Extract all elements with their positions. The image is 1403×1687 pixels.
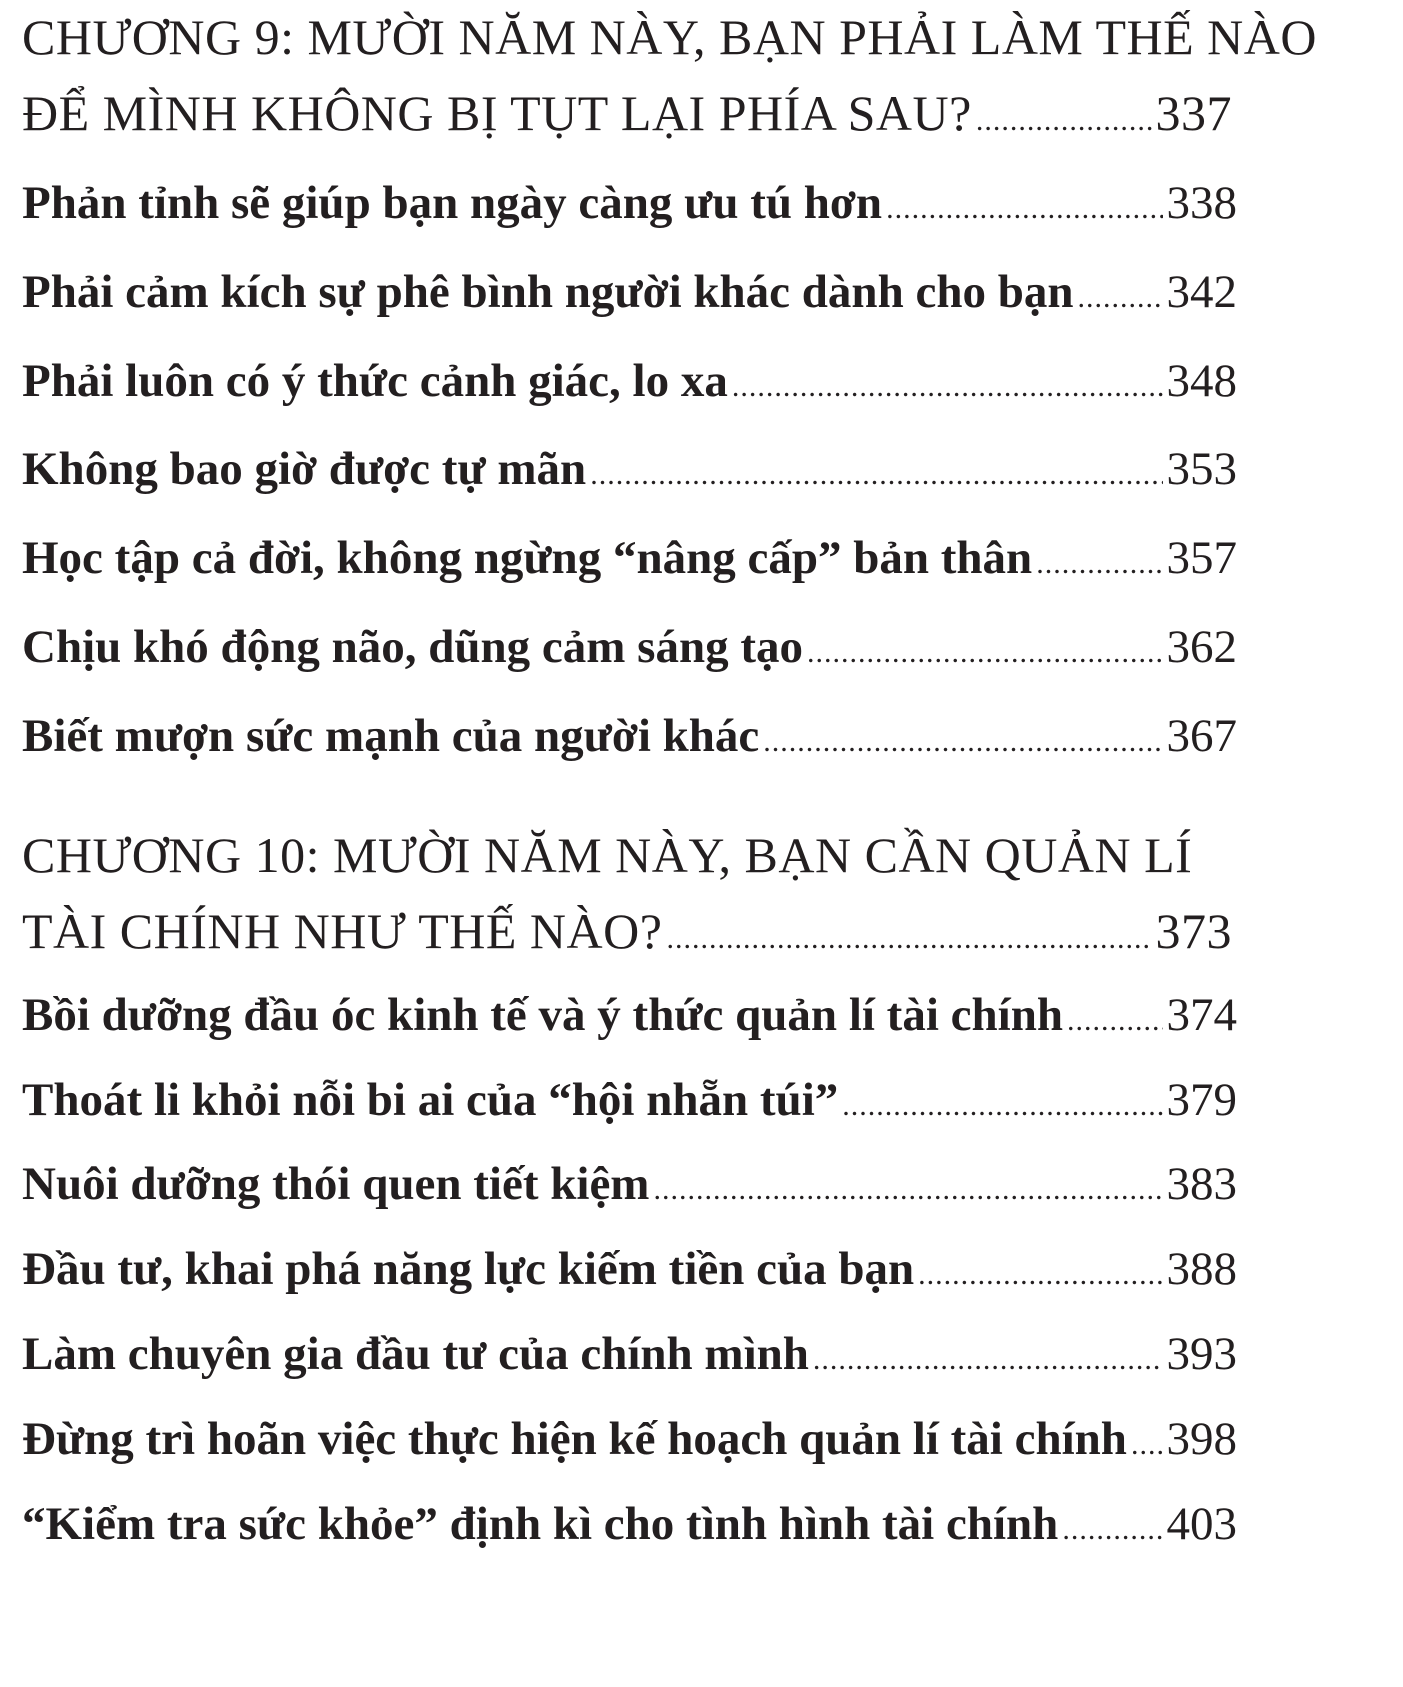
toc-entry[interactable] (22, 176, 1237, 230)
dot-leader (813, 1343, 1163, 1377)
toc-entry[interactable] (22, 1412, 1237, 1466)
chapter-10-title-line-2[interactable] (22, 902, 1232, 960)
toc-entry[interactable] (22, 1157, 1237, 1211)
toc-entry[interactable] (22, 1497, 1237, 1551)
entry-title: Nuôi dưỡng thói quen tiết kiệm (22, 1158, 650, 1210)
chapter-title-text: TÀI CHÍNH NHƯ THẾ NÀO? (22, 903, 663, 959)
dot-leader (976, 104, 1152, 138)
page-number: 338 (1166, 177, 1237, 229)
page-number: 379 (1166, 1074, 1237, 1126)
toc-entry[interactable] (22, 265, 1237, 319)
entry-title: Không bao giờ được tự mãn (22, 443, 587, 495)
dot-leader (653, 1173, 1162, 1207)
toc-entry[interactable] (22, 620, 1237, 674)
dot-leader (1131, 1428, 1163, 1462)
chapter-9-title-line-1 (22, 8, 1317, 66)
toc-entry[interactable] (22, 442, 1237, 496)
entry-title: Đầu tư, khai phá năng lực kiếm tiền của bạn (22, 1243, 915, 1295)
page-number: 373 (1155, 903, 1232, 959)
dot-leader (1067, 1004, 1163, 1038)
dot-leader (1036, 547, 1162, 581)
entry-title: Làm chuyên gia đầu tư của chính mình (22, 1328, 809, 1380)
page-number: 342 (1166, 266, 1237, 318)
entry-title: Phản tỉnh sẽ giúp bạn ngày càng ưu tú hơn (22, 177, 883, 229)
page-number: 353 (1166, 443, 1237, 495)
page-number: 398 (1166, 1413, 1237, 1465)
toc-entry[interactable] (22, 988, 1237, 1042)
page-number: 383 (1166, 1158, 1237, 1210)
dot-leader (763, 725, 1162, 759)
dot-leader (918, 1258, 1162, 1292)
page-number: 357 (1166, 532, 1237, 584)
toc-entry[interactable] (22, 1242, 1237, 1296)
entry-title: Bồi dưỡng đầu óc kinh tế và ý thức quản lí tài chính (22, 989, 1063, 1041)
dot-leader (666, 922, 1151, 956)
dot-leader (590, 458, 1162, 492)
page-number: 362 (1166, 621, 1237, 673)
entry-title: Phải cảm kích sự phê bình người khác dành cho bạn (22, 266, 1074, 318)
page-number: 348 (1166, 355, 1237, 407)
entry-title: Chịu khó động não, dũng cảm sáng tạo (22, 621, 803, 673)
chapter-9-title-line-2[interactable] (22, 84, 1232, 142)
chapter-10-title-line-1 (22, 826, 1192, 884)
page-number: 403 (1166, 1498, 1237, 1550)
entry-title: Phải luôn có ý thức cảnh giác, lo xa (22, 355, 728, 407)
chapter-title-text: ĐỂ MÌNH KHÔNG BỊ TỤT LẠI PHÍA SAU? (22, 85, 972, 141)
dot-leader (842, 1089, 1162, 1123)
entry-title: “Kiểm tra sức khỏe” định kì cho tình hình tài chính (22, 1498, 1059, 1550)
page-number: 393 (1166, 1328, 1237, 1380)
toc-entry[interactable] (22, 531, 1237, 585)
page-number: 367 (1166, 710, 1237, 762)
toc-entry[interactable] (22, 1327, 1237, 1381)
dot-leader (886, 192, 1162, 226)
chapter-title-text: CHƯƠNG 9: MƯỜI NĂM NÀY, BẠN PHẢI LÀM THẾ NÀO (22, 9, 1317, 65)
page-number: 374 (1166, 989, 1237, 1041)
dot-leader (732, 370, 1163, 404)
toc-entry[interactable] (22, 354, 1237, 408)
dot-leader (807, 636, 1163, 670)
entry-title: Học tập cả đời, không ngừng “nâng cấp” bản thân (22, 532, 1033, 584)
entry-title: Biết mượn sức mạnh của người khác (22, 710, 760, 762)
dot-leader (1078, 281, 1163, 315)
toc-entry[interactable] (22, 1073, 1237, 1127)
entry-title: Đừng trì hoãn việc thực hiện kế hoạch quản lí tài chính (22, 1413, 1127, 1465)
toc-entry[interactable] (22, 709, 1237, 763)
page-number: 388 (1166, 1243, 1237, 1295)
dot-leader (1062, 1513, 1162, 1547)
page-number: 337 (1155, 85, 1232, 141)
entry-title: Thoát li khỏi nỗi bi ai của “hội nhẵn túi” (22, 1074, 839, 1126)
chapter-title-text: CHƯƠNG 10: MƯỜI NĂM NÀY, BẠN CẦN QUẢN LÍ (22, 827, 1193, 883)
